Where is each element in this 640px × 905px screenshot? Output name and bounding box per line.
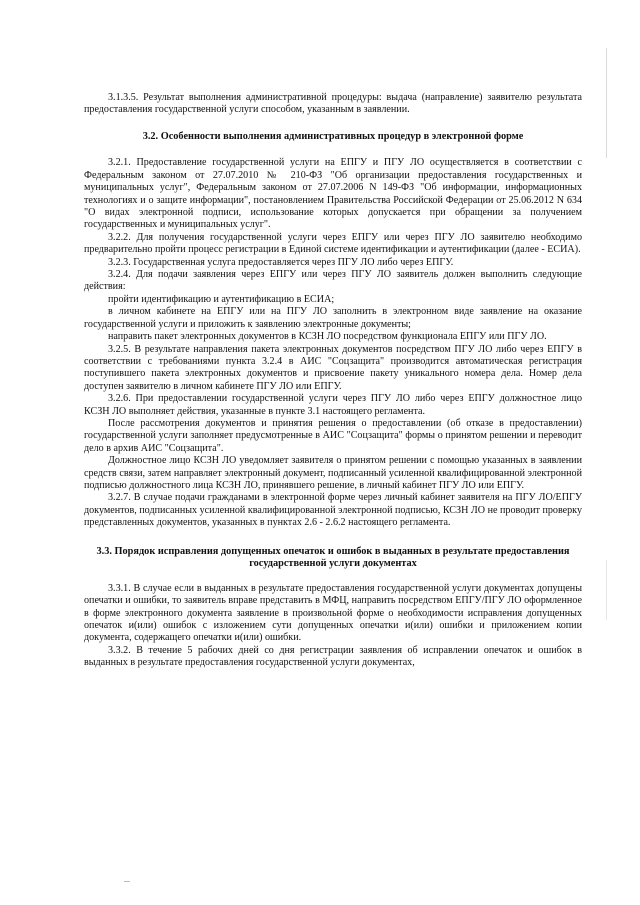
paragraph-3-2-4-item: в личном кабинете на ЕПГУ или на ПГУ ЛО заполнить в электронном виде заявление на оказание государственной услуги и приложить к заявлению электронные документы;	[84, 306, 582, 330]
section-heading-3-2: 3.2. Особенности выполнения административных процедур в электронной форме	[142, 130, 524, 142]
scan-edge-mark	[606, 48, 607, 158]
scan-dust-mark	[124, 881, 130, 882]
paragraph-3-2-1: 3.2.1. Предоставление государственной услуги на ЕПГУ и ПГУ ЛО осуществляется в соответствии с Федеральным законом от 27.07.2010 № 210-ФЗ "Об организации предоставления государственных и муниципальных услуг", Федеральным законом от 27.07.2006 N 149-ФЗ "Об информации, информационных технологиях и о защите информации", постановлением Правительства Российской Федерации от 25.06.2012 N 634 "О видах электронной подписи, использование которых допускается при обращении за получением государственных и муниципальных услуг".	[84, 157, 582, 231]
paragraph-3-2-4-item: пройти идентификацию и аутентификацию в ЕСИА;	[108, 293, 335, 305]
paragraph-3-2-6: 3.2.6. При предоставлении государственной услуги через ПГУ ЛО либо через ЕПГУ должностное лицо КСЗН ЛО выполняет действия, указанные в пункте 3.1 настоящего регламента.	[84, 393, 582, 417]
paragraph-3-2-6-cont: После рассмотрения документов и принятия решения о предоставлении (об отказе в предоставлении) государственной услуги заполняет предусмотренные в АИС "Соцзащита" формы о принятом решении и переводит дело в архив АИС "Соцзащита".	[84, 417, 582, 454]
paragraph-3-2-3: 3.2.3. Государственная услуга предоставляется через ПГУ ЛО либо через ЕПГУ.	[108, 256, 454, 268]
paragraph-3-2-2: 3.2.2. Для получения государственной услуги через ЕПГУ или через ПГУ ЛО заявителю необходимо предварительно пройти процесс регистрации в Единой системе идентификации и аутентификации (далее - ЕСИА).	[84, 231, 582, 256]
paragraph-3-1-3-5: 3.1.3.5. Результат выполнения административной процедуры: выдача (направление) заявителю результата предоставления государственной услуги способом, указанным в заявлении.	[84, 92, 582, 116]
paragraph-3-2-6-cont: Должностное лицо КСЗН ЛО уведомляет заявителя о принятом решении с помощью указанных в заявлении средств связи, затем направляет электронный документ, подписанный усиленной квалифицированной электронной подписью должностного лица КСЗН ЛО, принявшего решение, в личный кабинет ПГУ ЛО или ЕПГУ.	[84, 455, 582, 491]
paragraph-3-2-7: 3.2.7. В случае подачи гражданами в электронной форме через личный кабинет заявителя на ПГУ ЛО/ЕПГУ документов, подписанных усиленной квалифицированной электронной подписью, КСЗН ЛО не проводит проверку представленных документов, указанных в пунктах 2.6 - 2.6.2 настоящего регламента.	[84, 492, 582, 529]
paragraph-3-3-2: 3.3.2. В течение 5 рабочих дней со дня регистрации заявления об исправлении опечаток и ошибок в выданных в результате предоставления государственной услуги документах,	[84, 644, 582, 669]
paragraph-3-2-5: 3.2.5. В результате направления пакета электронных документов посредством ПГУ ЛО либо через ЕПГУ в соответствии с требованиями пункта 3.2.4 в АИС "Соцзащита" производится автоматическая регистрация поступившего пакета электронных документов и присвоение пакету уникального номера дела. Номер дела доступен заявителю в личном кабинете ПГУ ЛО или ЕПГУ.	[84, 343, 582, 392]
paragraph-3-2-4-item: направить пакет электронных документов в КСЗН ЛО посредством функционала ЕПГУ или ПГУ ЛО.	[108, 331, 547, 343]
document-page	[84, 92, 582, 670]
paragraph-3-3-1: 3.3.1. В случае если в выданных в результате предоставления государственной услуги документах допущены опечатки и ошибки, то заявитель вправе представить в МФЦ, направить посредством ЕПГУ/ПГУ ЛО оформленное в форме электронного документа заявление в произвольной форме о необходимости исправления допущенных опечаток и(или) ошибок с изложением сути допущенных опечатки и(или) ошибки и приложением копии документа, содержащего опечатки и(или) ошибки.	[84, 582, 582, 644]
paragraph-3-2-4: 3.2.4. Для подачи заявления через ЕПГУ или через ПГУ ЛО заявитель должен выполнить следующие действия:	[84, 269, 582, 293]
scan-edge-mark	[606, 560, 607, 620]
section-heading-3-3: 3.3. Порядок исправления допущенных опечаток и ошибок в выданных в результате предоставления государственной услуги документах	[96, 545, 570, 570]
